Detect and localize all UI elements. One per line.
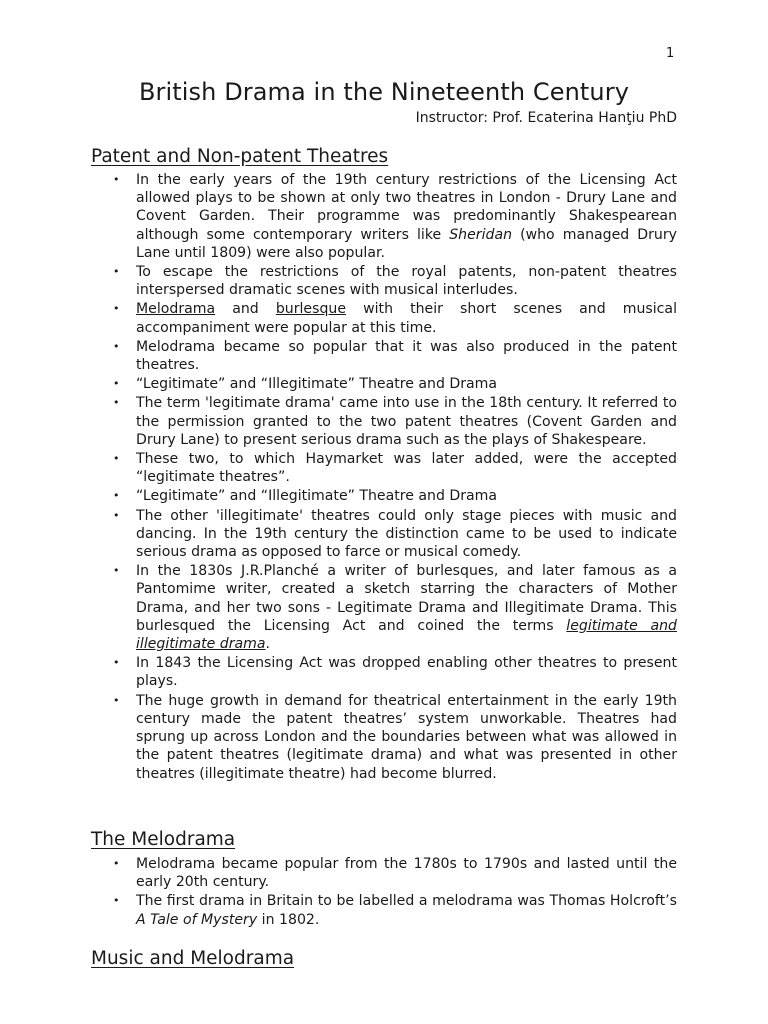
list-item: • The other 'illegitimate' theatres could only stage pieces with music and dancing. In the 19th century the distinction came to be used to indicate serious drama as opposed to farce or musical comedy. xyxy=(136,507,677,562)
list-item: • These two, to which Haymarket was later added, were the accepted “legitimate theatres”. xyxy=(136,450,677,486)
list-item: • “Legitimate” and “Illegitimate” Theatre and Drama xyxy=(136,375,677,393)
page-number: 1 xyxy=(666,46,675,61)
melodrama-list xyxy=(0,855,677,930)
legitimate-drama-term: legitimate and illegitimate drama xyxy=(136,617,677,653)
patent-theatres-list xyxy=(0,171,677,784)
list-item: • The first drama in Britain to be labelled a melodrama was Thomas Holcroft’s A Tale of Mystery in 1802. xyxy=(136,892,677,928)
list-item: • Melodrama became popular from the 1780s to 1790s and lasted until the early 20th century. xyxy=(136,855,677,891)
section-heading-melodrama: The Melodrama xyxy=(91,829,236,850)
list-item: • The term 'legitimate drama' came into use in the 18th century. It referred to the permission granted to the two patent theatres (Covent Garden and Drury Lane) to present serious drama such as the plays of Shakespeare. xyxy=(136,394,677,449)
list-item: • The huge growth in demand for theatrical entertainment in the early 19th century made the patent theatres’ system unworkable. Theatres had sprung up across London and the boundaries between what was allowed in the patent theatres (legitimate drama) and what was presented in other theatres (illegitimate theatre) had become blurred. xyxy=(136,692,677,783)
list-item: • Melodrama and burlesque with their short scenes and musical accompaniment were popular at this time. xyxy=(136,300,677,336)
list-item: • In 1843 the Licensing Act was dropped enabling other theatres to present plays. xyxy=(136,654,677,690)
list-item: • In the early years of the 19th century restrictions of the Licensing Act allowed plays to be shown at only two theatres in London - Drury Lane and Covent Garden. Their programme was predominantly Shakespearean although some contemporary writers like Sheridan (who managed Drury Lane until 1809) were also popular. xyxy=(136,171,677,262)
document-title: British Drama in the Nineteenth Century xyxy=(138,78,630,106)
list-item: • To escape the restrictions of the royal patents, non-patent theatres interspersed dramatic scenes with musical interludes. xyxy=(136,263,677,299)
melodrama-link-text: Melodrama xyxy=(136,301,216,318)
list-item: • Melodrama became so popular that it was also produced in the patent theatres. xyxy=(136,338,677,374)
burlesque-link-text: burlesque xyxy=(275,301,346,318)
list-item: • In the 1830s J.R.Planché a writer of burlesques, and later famous as a Pantomime writer, created a sketch starring the characters of Mother Drama, and her two sons - Legitimate Drama and Illegitimate Drama. This burlesqued the Licensing Act and coined the terms legitimate and illegitimate drama. xyxy=(136,562,677,653)
list-item: • “Legitimate” and “Illegitimate” Theatre and Drama xyxy=(136,487,677,505)
section-heading-patent-theatres: Patent and Non-patent Theatres xyxy=(91,146,389,167)
section-heading-music-melodrama: Music and Melodrama xyxy=(91,948,295,969)
instructor-line: Instructor: Prof. Ecaterina Hanţiu PhD xyxy=(415,110,677,126)
